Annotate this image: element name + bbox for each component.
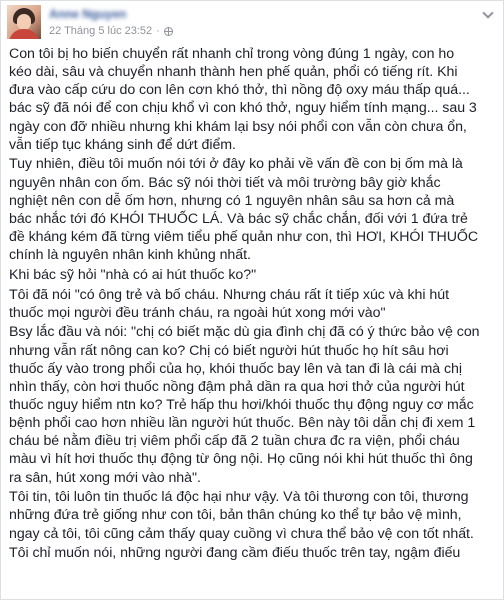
post-text-line: chính là nguyên nhân kinh khủng nhất. — [9, 247, 251, 264]
post-text-line: ngày con đỡ nhiều nhưng khi khám lại bsy nói phổi con vẫn còn chưa ổn, — [9, 118, 467, 135]
post-paragraph — [9, 323, 503, 486]
post-paragraph — [9, 488, 503, 542]
avatar-face — [17, 14, 31, 30]
post-timestamp[interactable]: 22 Tháng 5 lúc 23:52 — [49, 25, 153, 37]
post-paragraph — [9, 45, 503, 154]
post-text-line: bác nhắc tới đó KHÓI THUỐC LÁ. Và bác sỹ chắc chắn, đối với 1 đứa trẻ — [9, 210, 468, 227]
post-text-line: bác sỹ đã nói để con chịu khổ vì con khó thở, nguy hiểm tính mạng... sau 3 — [9, 100, 477, 117]
post-text-line: Con tôi bị ho biến chuyển rất nhanh chỉ trong vòng đúng 1 ngày, con ho — [9, 46, 455, 62]
post-meta — [49, 25, 173, 37]
post-text-line: kéo dài, sâu và chuyển nhanh thành hen phế quản, phổi có tiếng rít. Khi — [9, 64, 458, 81]
post-text-line: thuốc ấy vào trong phổi của họ, khói thuốc bay lên và tan đi là cái mà chị — [9, 360, 462, 377]
post-text-line: Khi bác sỹ hỏi "nhà có ai hút thuốc ko?" — [9, 266, 257, 283]
post-paragraph — [9, 266, 503, 284]
post-text-line: nguyên nhân con ốm. Bác sỹ nói thời tiết và môi trường bây giờ khắc — [9, 174, 441, 191]
post-header — [1, 1, 503, 41]
chevron-down-icon[interactable] — [483, 9, 493, 19]
privacy-separator: · — [156, 25, 160, 37]
post-text-line: những đứa trẻ giống như con tôi, bản thân chúng ko thể tự bảo vệ mình, — [9, 507, 462, 524]
author-avatar[interactable] — [7, 5, 41, 39]
author-name[interactable]: Anne Nguyen — [49, 7, 127, 21]
post-text-line: thuốc mọi người đều tránh cháu, ra ngoài hút xong mới vào" — [9, 304, 386, 321]
post-text-line: đề kháng kém đã từng viêm tiểu phế quản như con, thì HƠI, KHÓI THUỐC — [9, 229, 479, 246]
post-text-line: Tuy nhiên, điều tôi muốn nói tới ở đây ko phải về vấn đề con bị ốm mà là — [9, 156, 463, 173]
post-text-line: nghiệt nên con dễ ốm hơn, nhưng có 1 nguyên nhân sâu sa hơn cả mà — [9, 192, 455, 209]
post-text-line: ra sân, hút xong mới vào nhà". — [9, 469, 201, 486]
post-paragraph — [9, 155, 503, 264]
post-text-line: vẫn tiếp tục kháng sinh để dứt điểm. — [9, 136, 236, 153]
post-text-line: cháu bé nằm điều trị viêm phổi cấp đã 2 tuần chưa đc ra viện, phổi cháu — [9, 433, 460, 450]
post-text-line: Tôi đã nói "có ông trẻ và bố cháu. Nhưng cháu rất ít tiếp xúc và khi hút — [9, 286, 449, 303]
post-text-line: Bsy lắc đầu và nói: "chị có biết mặc dù gia đình chị đã có ý thức bảo vệ con — [9, 324, 480, 341]
post-text-line: bệnh phổi cao hơn nhiều lần người hút thuốc. Bên này tôi dẫn chị đi xem 1 — [9, 415, 476, 432]
post-text-line: màu vì hít hơi thuốc thụ động từ ông nội. Họ cũng nói khi hút thuốc thì ông — [9, 451, 473, 468]
post-text-line: Tôi tin, tôi luôn tin thuốc lá độc hại như vậy. Và tôi thương con tôi, thương — [9, 489, 469, 506]
post-text-line: nhưng vẫn rất nông can ko? Chị có biết người hút thuốc họ hít sâu hơi — [9, 342, 449, 359]
post-paragraph — [9, 544, 503, 562]
post-text-line: Tôi chỉ muốn nói, những người đang cầm điếu thuốc trên tay, ngậm điếu — [9, 545, 461, 562]
post-body — [9, 45, 503, 564]
post-text-line: đưa vào cấp cứu do con lên cơn khó thở, thì nồng độ oxy máu thấp quá... — [9, 82, 470, 99]
post-text-line: ngay cả tôi, tôi cũng cảm thấy quay cuồng vì chưa thể bảo vệ con tốt nhất. — [9, 525, 474, 542]
post-text-line: thuốc nguy hiểm ntn ko? Trẻ hấp thu hơi/khói thuốc thụ động nguy cơ mắc — [9, 396, 474, 413]
post-text-line: nhìn thấy, còn hơi thuốc nồng đậm phả dần ra qua hơi thở của người hút — [9, 378, 465, 395]
post-paragraph — [9, 286, 503, 322]
globe-icon[interactable] — [164, 27, 173, 36]
